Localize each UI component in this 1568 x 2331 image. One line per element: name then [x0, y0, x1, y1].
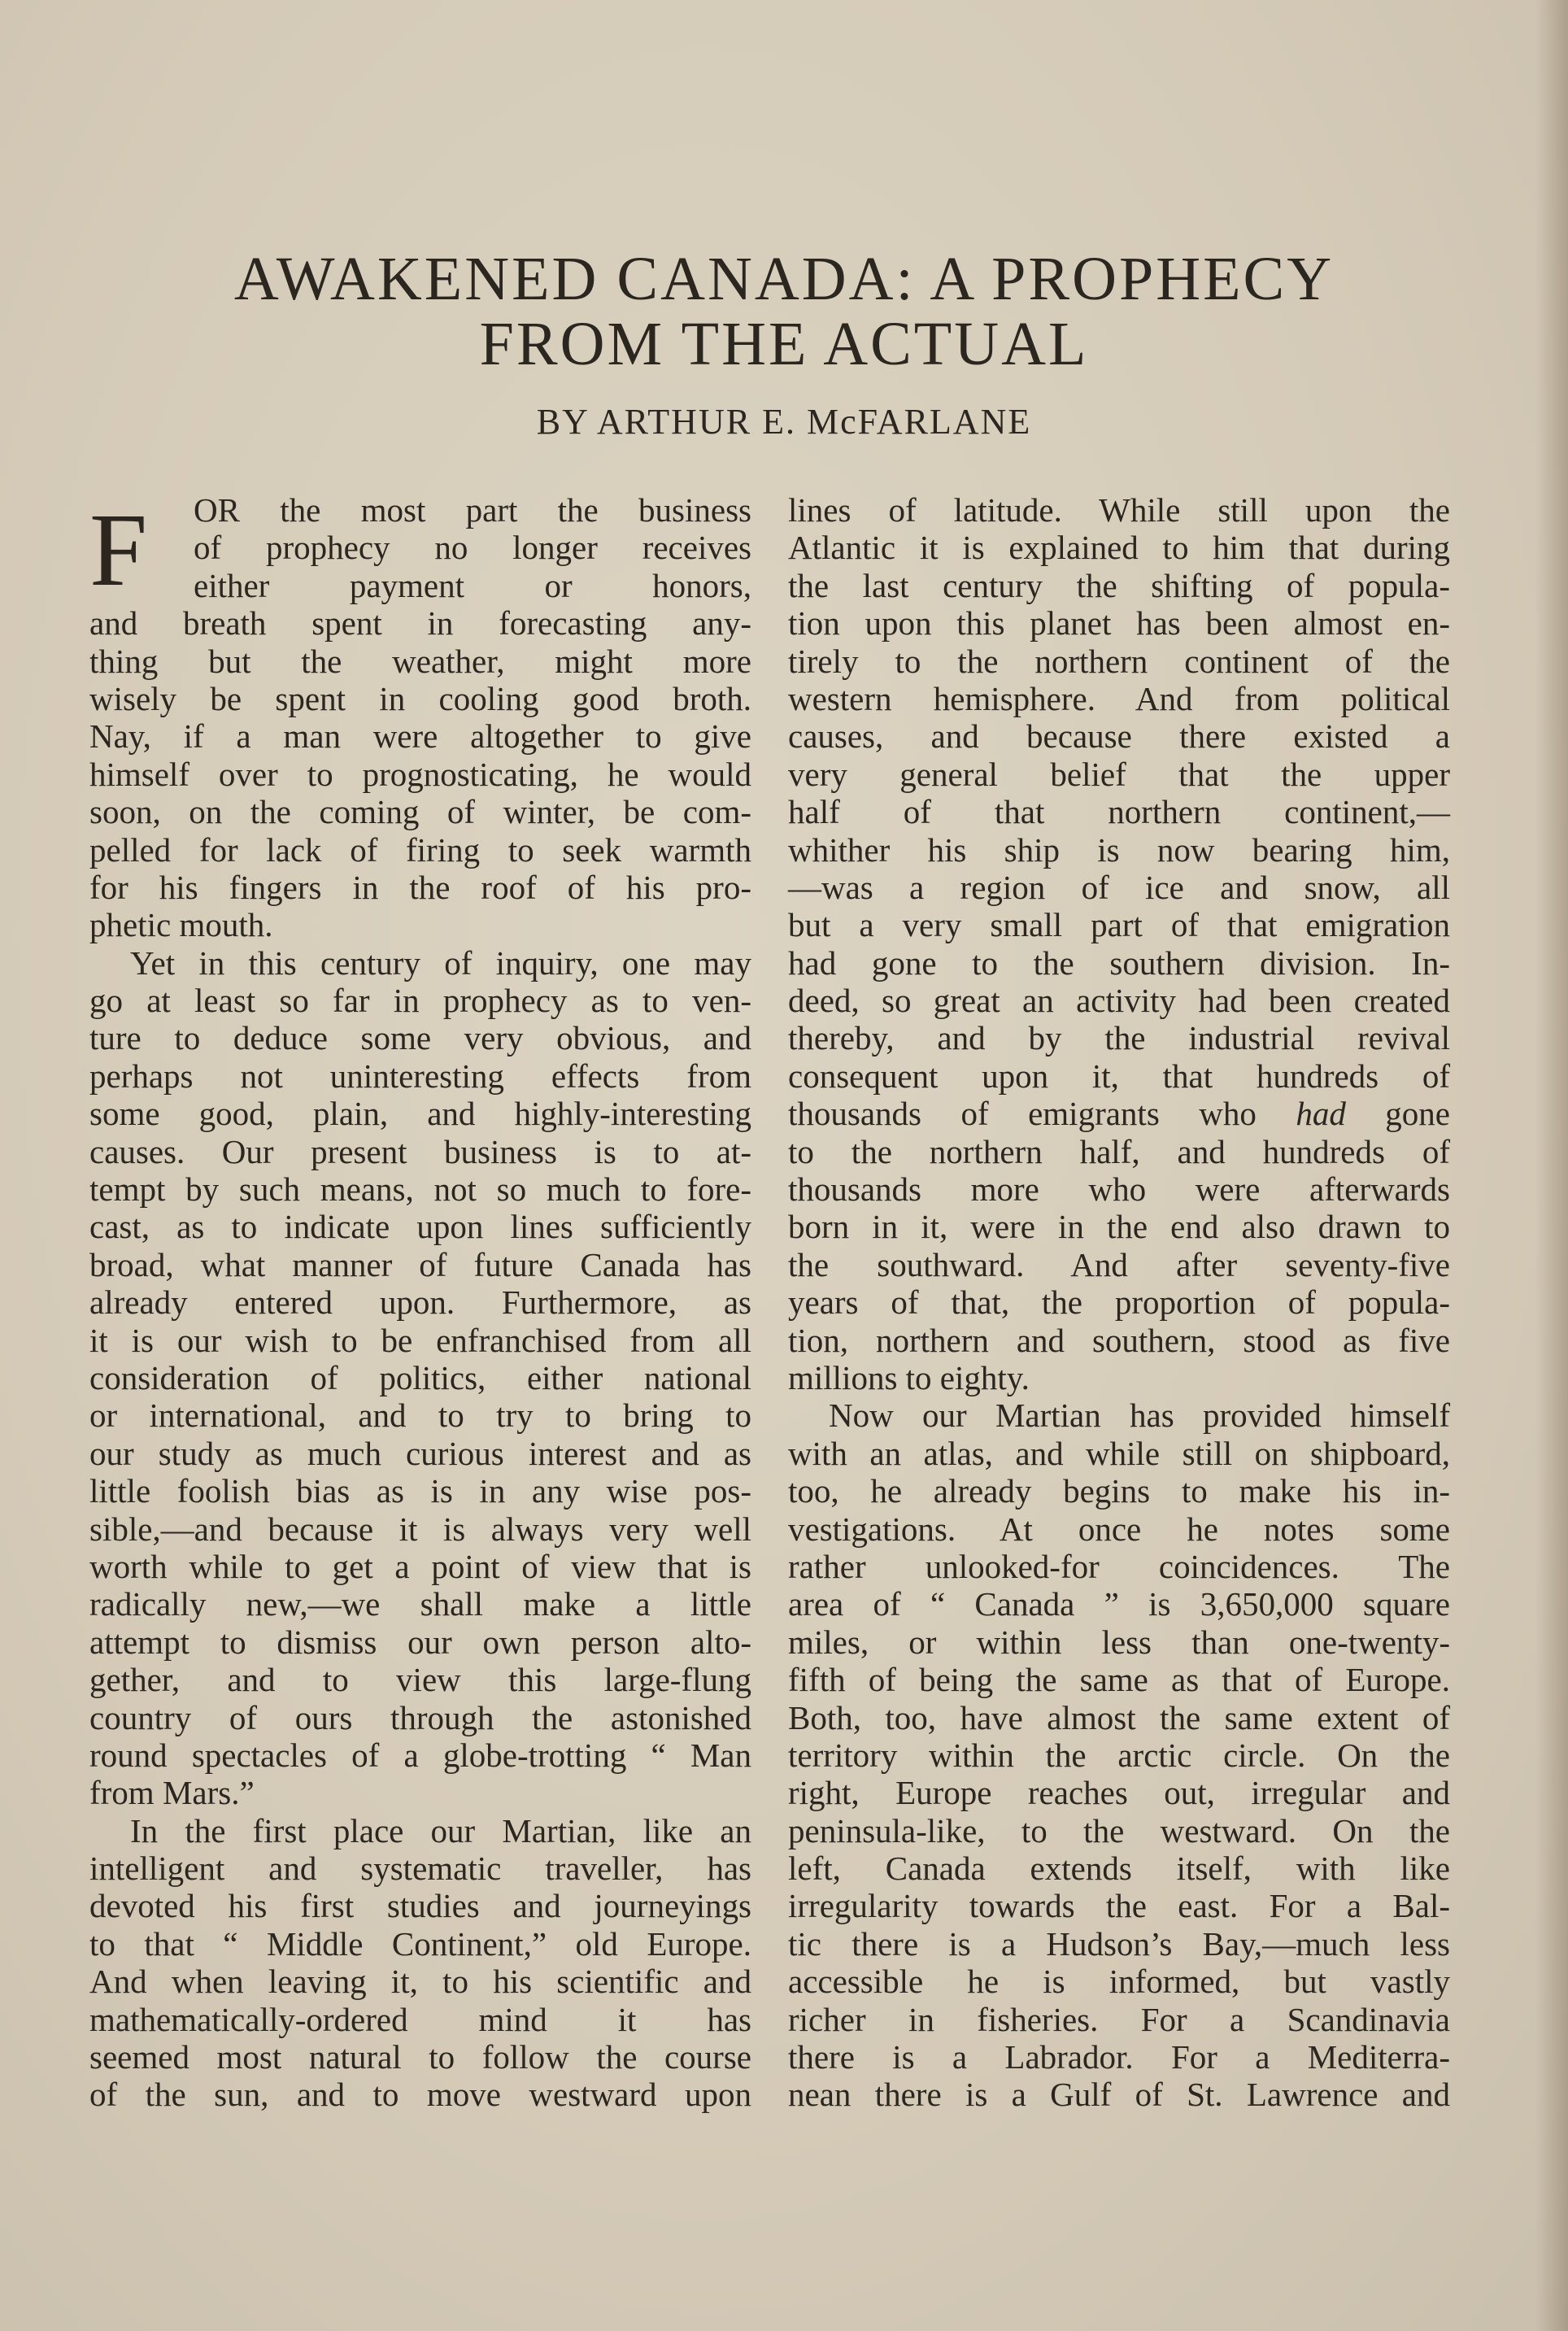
- text-line: consequent upon it, that hundreds of: [788, 1057, 1450, 1095]
- text-line: from Mars.”: [89, 1774, 255, 1812]
- text-line: born in it, were in the end also drawn to: [788, 1208, 1450, 1246]
- text-line: tic there is a Hudson’s Bay,—much less: [788, 1924, 1450, 1963]
- text-line: vestigations. At once he notes some: [788, 1510, 1450, 1548]
- text-line: seemed most natural to follow the course: [89, 2038, 751, 2076]
- text-line: devoted his first studies and journeyings: [89, 1887, 751, 1925]
- text-line: millions to eighty.: [788, 1358, 1030, 1396]
- text-line: thing but the weather, might more: [89, 642, 751, 680]
- text-line: it is our wish to be enfranchised from all: [89, 1321, 751, 1359]
- text-line: left, Canada extends itself, with like: [788, 1850, 1450, 1888]
- text-line: with an atlas, and while still on shipboard,: [788, 1434, 1450, 1472]
- text-line: phetic mouth.: [89, 906, 273, 944]
- text-line: Both, too, have almost the same extent of: [788, 1698, 1450, 1736]
- text-line: gether, and to view this large-flung: [89, 1661, 751, 1699]
- text-line: wisely be spent in cooling good broth.: [89, 679, 751, 717]
- text-line: thousands more who were afterwards: [788, 1170, 1450, 1209]
- text-line: area of “ Canada ” is 3,650,000 square: [788, 1585, 1450, 1623]
- text-line: himself over to prognosticating, he would: [89, 755, 751, 793]
- text-line: rather unlooked-for coincidences. The: [788, 1547, 1450, 1585]
- text-line: tion upon this planet has been almost en-: [788, 604, 1450, 643]
- text-line: to that “ Middle Continent,” old Europe.: [89, 1924, 751, 1963]
- text-line: round spectacles of a globe-trotting “ Man: [89, 1736, 751, 1774]
- text-line: or international, and to try to bring to: [89, 1396, 751, 1435]
- text-line: had gone to the southern division. In-: [788, 943, 1450, 982]
- text-line: radically new,—we shall make a little: [89, 1585, 751, 1623]
- text-line: too, he already begins to make his in-: [788, 1472, 1450, 1510]
- right-text-column: [788, 491, 1450, 2114]
- text-line: cast, as to indicate upon lines sufficiently: [89, 1208, 751, 1246]
- article-title-line-1: AWAKENED CANADA: A PROPHECY: [233, 245, 1335, 313]
- text-line: years of that, the proportion of popula-: [788, 1283, 1450, 1322]
- text-line: half of that northern continent,—: [788, 793, 1450, 831]
- text-line: fifth of being the same as that of Europe.: [788, 1661, 1450, 1699]
- text-line: tempt by such means, not so much to fore-: [89, 1170, 751, 1209]
- text-line: to the northern half, and hundreds of: [788, 1132, 1450, 1170]
- text-line: OR the most part the business: [194, 491, 751, 529]
- text-line: intelligent and systematic traveller, has: [89, 1850, 751, 1888]
- text-line: Atlantic it is explained to him that during: [788, 529, 1450, 567]
- text-line: some good, plain, and highly-interesting: [89, 1095, 751, 1133]
- text-line: territory within the arctic circle. On the: [788, 1736, 1450, 1774]
- text-line: worth while to get a point of view that is: [89, 1547, 751, 1585]
- text-line: —was a region of ice and snow, all: [788, 868, 1450, 906]
- text-line: broad, what manner of future Canada has: [89, 1245, 751, 1283]
- text-line: peninsula-like, to the westward. On the: [788, 1811, 1450, 1850]
- text-line: very general belief that the upper: [788, 755, 1450, 793]
- emphasis-word: had: [1296, 1095, 1346, 1133]
- text-line: causes. Our present business is to at-: [89, 1132, 751, 1170]
- text-line: Now our Martian has provided himself: [829, 1396, 1450, 1435]
- text-line: country of ours through the astonished: [89, 1698, 751, 1736]
- text-line: soon, on the coming of winter, be com-: [89, 793, 751, 831]
- text-line: go at least so far in prophecy as to ven-: [89, 982, 751, 1020]
- text-line: ture to deduce some very obvious, and: [89, 1019, 751, 1057]
- text-line: western hemisphere. And from political: [788, 679, 1450, 717]
- text-line: the last century the shifting of popula-: [788, 566, 1450, 604]
- text-line: Yet in this century of inquiry, one may: [130, 943, 751, 982]
- text-line: but a very small part of that emigration: [788, 906, 1450, 944]
- text-line: richer in fisheries. For a Scandinavia: [788, 2000, 1450, 2038]
- text-line: causes, and because there existed a: [788, 717, 1450, 756]
- text-line: nean there is a Gulf of St. Lawrence and: [788, 2076, 1450, 2114]
- text-line: sible,—and because it is always very well: [89, 1510, 751, 1548]
- text-line: already entered upon. Furthermore, as: [89, 1283, 751, 1322]
- text-line: accessible he is informed, but vastly: [788, 1963, 1450, 2001]
- text-line: of prophecy no longer receives: [194, 529, 751, 567]
- text-line: consideration of politics, either national: [89, 1358, 751, 1396]
- text-line: lines of latitude. While still upon the: [788, 491, 1450, 529]
- text-line: tirely to the northern continent of the: [788, 642, 1450, 680]
- text-line: either payment or honors,: [194, 566, 751, 604]
- drop-cap-letter: F: [89, 492, 148, 608]
- text-line: right, Europe reaches out, irregular and: [788, 1774, 1450, 1812]
- text-line: perhaps not uninteresting effects from: [89, 1057, 751, 1095]
- text-line: Nay, if a man were altogether to give: [89, 717, 751, 756]
- text-line: miles, or within less than one-twenty-: [788, 1623, 1450, 1661]
- text-line: tion, northern and southern, stood as five: [788, 1321, 1450, 1359]
- text-line: attempt to dismiss our own person alto-: [89, 1623, 751, 1661]
- text-line: for his fingers in the roof of his pro-: [89, 868, 751, 906]
- text-line: there is a Labrador. For a Mediterra-: [788, 2038, 1450, 2076]
- text-line: deed, so great an activity had been created: [788, 982, 1450, 1020]
- text-line: our study as much curious interest and as: [89, 1434, 751, 1472]
- text-line: of the sun, and to move westward upon: [89, 2076, 751, 2114]
- article-byline: BY ARTHUR E. McFARLANE: [536, 402, 1032, 442]
- text-line: In the first place our Martian, like an: [130, 1811, 751, 1850]
- article-title-line-2: FROM THE ACTUAL: [479, 310, 1089, 378]
- text-line: the southward. And after seventy-five: [788, 1245, 1450, 1283]
- left-text-column: [89, 491, 751, 2114]
- text-line: pelled for lack of firing to seek warmth: [89, 830, 751, 869]
- text-line: thereby, and by the industrial revival: [788, 1019, 1450, 1057]
- page-edge-shadow: [1535, 0, 1568, 2331]
- text-line: irregularity towards the east. For a Bal-: [788, 1887, 1450, 1925]
- text-line: mathematically-ordered mind it has: [89, 2000, 751, 2038]
- text-line: And when leaving it, to his scientific and: [89, 1963, 751, 2001]
- text-line: little foolish bias as is in any wise pos-: [89, 1472, 751, 1510]
- text-line: thousands of emigrants who had gone: [788, 1095, 1450, 1133]
- text-line: whither his ship is now bearing him,: [788, 830, 1450, 869]
- text-line: and breath spent in forecasting any-: [89, 604, 751, 643]
